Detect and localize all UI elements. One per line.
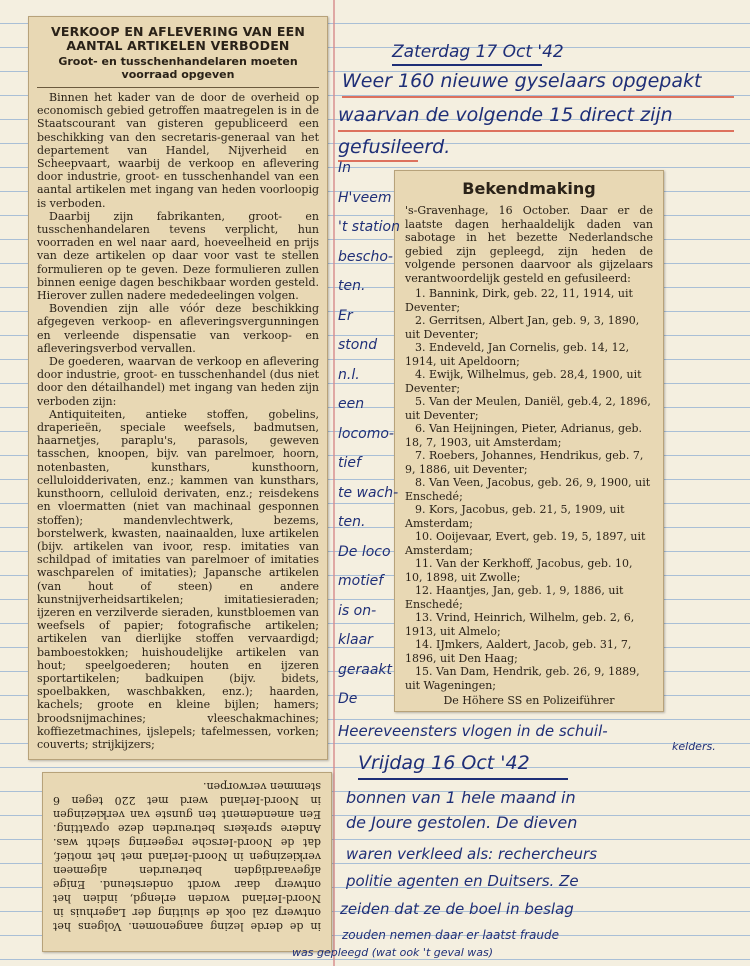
handwritten-line: waarvan de volgende 15 direct zijn xyxy=(338,104,673,126)
list-item: 3. Endeveld, Jan Cornelis, geb. 14, 12, 1914, uit Apeldoorn; xyxy=(405,341,630,368)
margin-word: stond xyxy=(338,337,378,353)
margin-word: De xyxy=(338,691,358,707)
margin-word: geraakt xyxy=(338,661,393,678)
clipping-upside-down xyxy=(42,772,332,952)
clipping-paragraph: De goederen, waarvan de verkoop en aflevering door industrie, groot- en tusschenhandel (dus niet door den détailhandel) met ingang van heden zijn verboden zijn: xyxy=(37,355,319,408)
list-item: 14. IJmkers, Aaldert, Jacob, geb. 31, 7, 1896, uit Den Haag; xyxy=(405,638,632,665)
clipping-paragraph: Daarbij zijn fabrikanten, groot- en tusschenhandelaren tevens verplicht, hun voorraden en wel naar aard, hoeveelheid en prijs van deze artikelen op daar voor vast te stellen formulieren op te geven. Deze formulieren zullen binnen eenige dagen beschikbaar worden gesteld. Hierover zullen nadere mededeelingen volgen. xyxy=(37,209,319,303)
signature-line: De Höhere SS en Polizeiführer xyxy=(443,694,615,707)
handwritten-line: waren verkleed als: rechercheurs xyxy=(346,845,598,863)
clipping-subheadline: Groot- en tusschenhandelaren moeten voorraad opgeven xyxy=(58,55,298,81)
handwritten-line: de Joure gestolen. De dieven xyxy=(346,813,578,832)
handwritten-line: kelders. xyxy=(672,740,716,753)
margin-word: ten. xyxy=(338,278,366,294)
margin-line xyxy=(333,0,335,966)
list-item: 5. Van der Meulen, Daniël, geb.4, 2, 1896, uit Deventer; xyxy=(405,395,651,422)
margin-word: motief xyxy=(338,573,384,589)
bekendmaking-title: Bekendmaking xyxy=(462,179,596,198)
list-item: 8. Van Veen, Jacobus, geb. 26, 9, 1900, uit Enschedé; xyxy=(405,476,651,503)
list-item: 1. Bannink, Dirk, geb. 22, 11, 1914, uit Deventer; xyxy=(405,287,633,314)
handwritten-line: politie agenten en Duitsers. Ze xyxy=(346,872,579,890)
margin-word: is on- xyxy=(338,602,377,619)
clipping-paragraph: Binnen het kader van de door de overheid op economisch gebied getroffen maatregelen is in de Staatscourant van gisteren gepubliceerd een beschikking van den secretaris-generaal van het departement van Handel, Nijverheid en Scheepvaart, waarbij de verkoop en aflevering door industrie, groot- en tusschenhandel van een aantal artikelen met ingang van heden voorloopig is verboden. xyxy=(37,91,319,210)
date-underline xyxy=(392,64,542,66)
list-item: 15. Van Dam, Hendrik, geb. 26, 9, 1889, uit Wageningen; xyxy=(405,665,640,692)
hostage-list xyxy=(405,287,653,692)
handwritten-line: Weer 160 nieuwe gyselaars opgepakt xyxy=(342,70,702,92)
bekendmaking-intro: 's-Gravenhage, 16 October. Daar er de laatste dagen herhaaldelijk daden van sabotage in het bezette Nederlandsche gebied zijn gepleegd, zijn heden de volgende personen daarvoor als gijzelaars verantwoordelijk gesteld en gefusileerd: xyxy=(405,204,653,285)
handwritten-line: Heereveensters vlogen in de schuil- xyxy=(338,722,608,740)
clipping-headline: VERKOOP EN AFLEVERING VAN EEN AANTAL ARTIKELEN VERBODEN xyxy=(50,24,305,53)
red-underline xyxy=(342,96,734,98)
list-item: 11. Van der Kerkhoff, Jacobus, geb. 10, 10, 1898, uit Zwolle; xyxy=(405,557,633,584)
red-underline xyxy=(338,130,734,132)
list-item: 10. Ooijevaar, Evert, geb. 19, 5, 1897, uit Amsterdam; xyxy=(405,530,646,557)
clipping-paragraph: Antiquiteiten, antieke stoffen, gobelins, draperieën, speciale weefsels, badmutsen, haarnetjes, paraplu's, parasols, geweven tasschen, knoopen, bijv. van parelmoer, hoorn, notenbasten, kunsthars, kunsthoorn, celluloidderivaten, enz.; kammen van kunsthars, kunsthoorn, celluloid derivaten, enz.; reisdekens en vloermatten (niet van machinaal gesponnen stoffen); mandenvlechtwerk, bezems, borstelwerk, kwasten, naainaalden, luxe artikelen (bijv. artikelen van ivoor, resp. imitaties van schildpad of imitaties van parelmoer of imitaties waschparelen of imitaties); Japansche artikelen (van hout of steen) en andere kunstnijverheidsartikelen; imitatiesieraden; ijzeren en verzilverde sieraden, kunstbloemen van weefsels of papier; fotografische artikelen; artikelen van dierlijke stoffen vervaardigd; bamboestokken; huishoudelijke artikelen van hout; speelgoederen; houten en ijzeren sportartikelen; badkuipen (bijv. bidets, spoelbakken, waschbakken, enz.); haarden, kachels; groote en kleine bijlen; hamers; broodsnijmachines; vleeschakmachines; koffiezetmachines, ijslepels; tafelmessen, vorken; couverts; strijkijzers; xyxy=(37,407,319,751)
date-underline xyxy=(358,778,568,780)
handwritten-line: bonnen van 1 hele maand in xyxy=(346,788,576,807)
margin-word: Er xyxy=(338,307,353,324)
list-item: 12. Haantjes, Jan, geb. 1, 9, 1886, uit Enschedé; xyxy=(405,584,624,611)
margin-word: bescho- xyxy=(338,248,393,265)
list-item: 6. Van Heijningen, Pieter, Adrianus, geb. 18, 7, 1903, uit Amsterdam; xyxy=(405,422,643,449)
margin-word: klaar xyxy=(338,632,373,648)
list-item: 7. Roebers, Johannes, Hendrikus, geb. 7, 9, 1886, uit Deventer; xyxy=(405,449,644,476)
margin-word: n.l. xyxy=(338,366,360,383)
handwritten-line: zouden nemen daar er laatst fraude xyxy=(342,928,559,942)
handwritten-date-friday: Vrijdag 16 Oct '42 xyxy=(358,752,530,774)
signature-line xyxy=(405,710,653,713)
margin-word: tief xyxy=(338,455,361,471)
margin-word: De loco xyxy=(338,543,391,560)
clipping-rule xyxy=(37,87,319,88)
list-item: 13. Vrind, Heinrich, Wilhelm, geb. 2, 6, 1913, uit Almelo; xyxy=(405,611,635,638)
margin-word: 't station xyxy=(338,219,400,235)
margin-word: In xyxy=(338,160,352,176)
margin-word: H'veem xyxy=(338,189,392,206)
margin-word: te wach- xyxy=(338,484,399,501)
list-item: 9. Kors, Jacobus, geb. 21, 5, 1909, uit Amsterdam; xyxy=(405,503,625,530)
clipping-verkoop-verboden xyxy=(28,16,328,760)
handwritten-line: gefusileerd. xyxy=(338,136,451,158)
list-item: 4. Ewijk, Wilhelmus, geb. 28,4, 1900, uit Deventer; xyxy=(405,368,642,395)
margin-word: een xyxy=(338,396,365,412)
handwritten-line: was gepleegd (wat ook 't geval was) xyxy=(292,946,494,959)
clipping-paragraph: Bovendien zijn alle vóór deze beschikking afgegeven verkoop- en afleveringsvergunningen en verleende dispensatie van verkoop- en afleveringsverbod vervallen. xyxy=(37,302,319,355)
margin-word: locomo- xyxy=(338,425,394,442)
margin-word: ten. xyxy=(338,514,366,530)
upside-down-text: in de derde lezing aangenomen. Volgens het ontwerp zal ook de sluiting der Lagerhuis in Noord-Ierland worden erlengd, indien het ontwerp daar wordt ondersteund. Enige afgevaardigden betreurden algemeen verkiezingen in Noord-Ierland met het motief, dat de Noord-Iersche regeering slecht was. Andere sprekers betreurden deze opvatting. Een amendement ten gunste van verkiezingen in Noord-Ierland werd met 220 tegen 6 stemmen verworpen. xyxy=(53,780,321,933)
handwritten-line: zeiden dat ze de boel in beslag xyxy=(340,900,574,918)
list-item: 2. Gerritsen, Albert Jan, geb. 9, 3, 1890, uit Deventer; xyxy=(405,314,640,341)
clipping-bekendmaking xyxy=(394,170,664,712)
handwritten-date-saturday: Zaterdag 17 Oct '42 xyxy=(392,42,564,62)
